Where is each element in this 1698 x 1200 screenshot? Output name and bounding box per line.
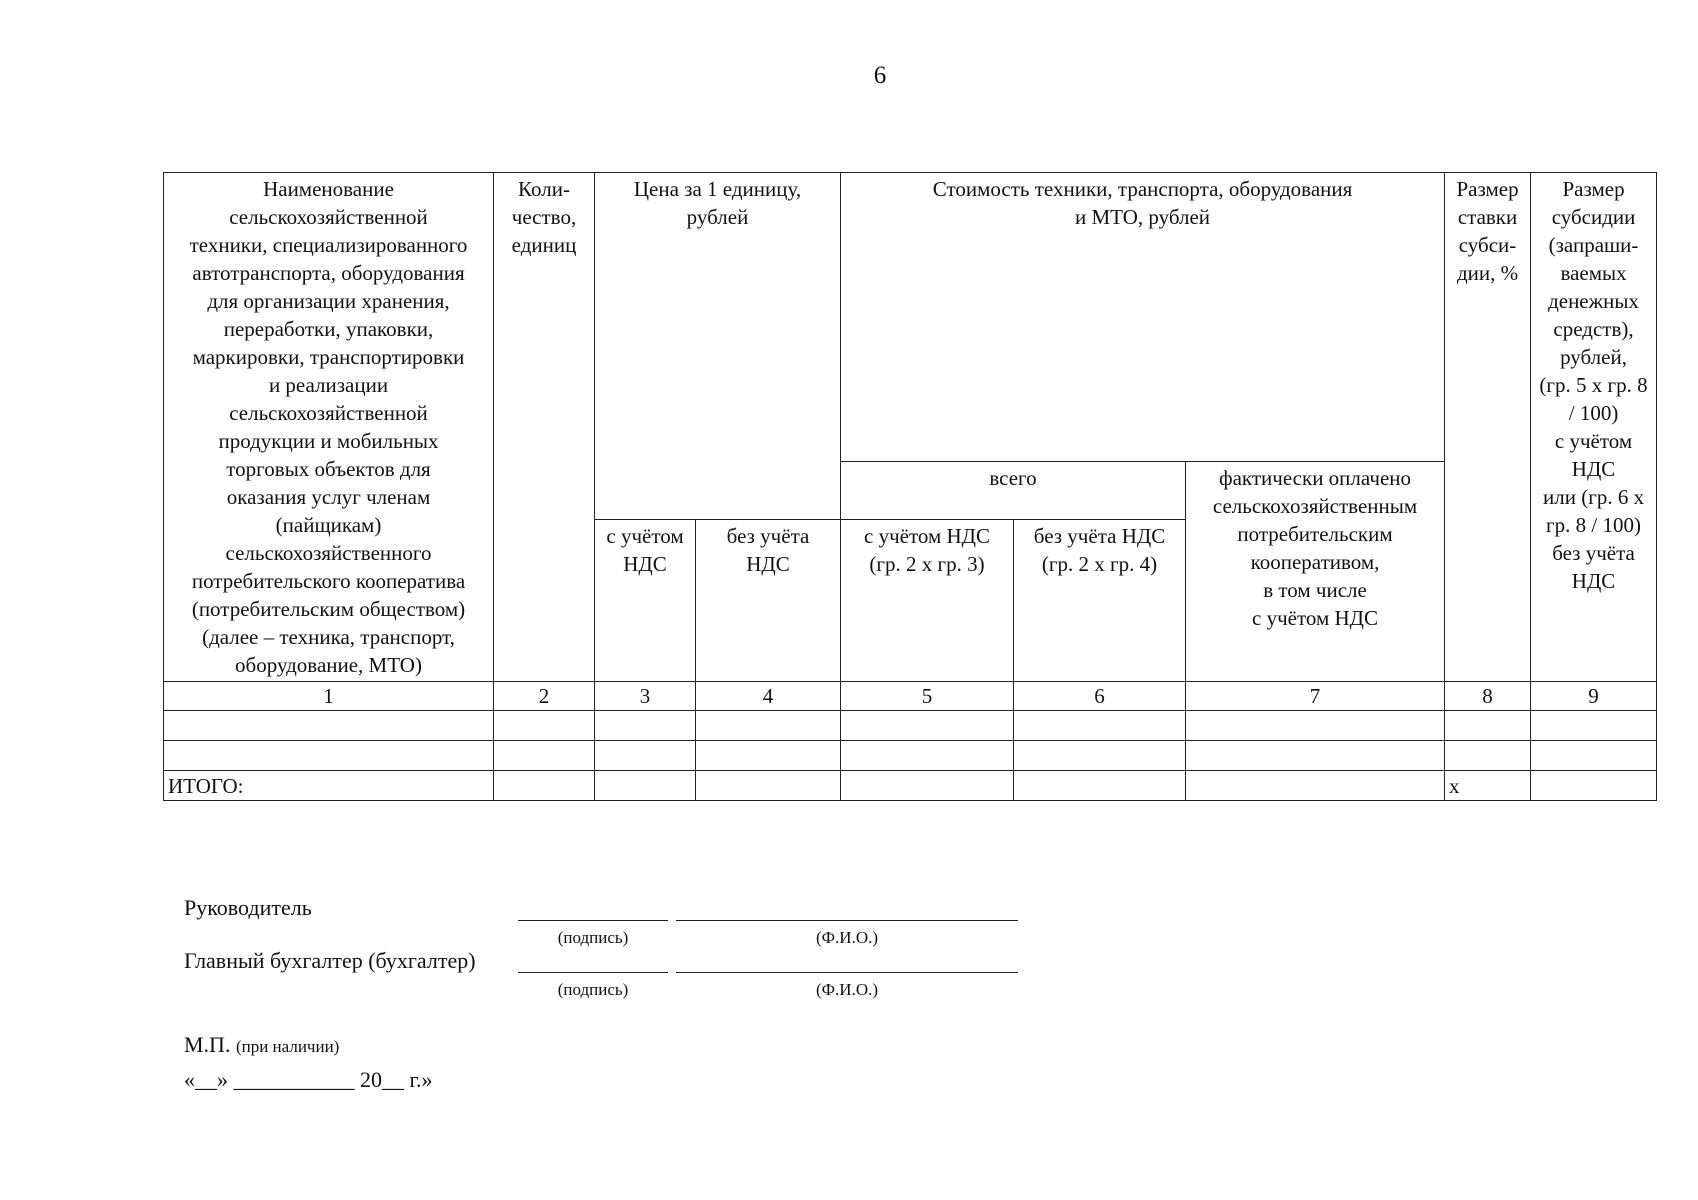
- table-cell[interactable]: [1186, 741, 1445, 771]
- table-cell[interactable]: [1186, 711, 1445, 741]
- table-cell[interactable]: [841, 711, 1014, 741]
- total-rate-mark: х: [1445, 771, 1531, 801]
- table-cell[interactable]: [595, 771, 696, 801]
- table-row: [164, 741, 1657, 771]
- column-number: 7: [1186, 682, 1445, 711]
- column-number: 9: [1531, 682, 1657, 711]
- header-cost-with-vat: с учётом НДС (гр. 2 х гр. 3): [841, 520, 1014, 682]
- table-cell[interactable]: [696, 741, 841, 771]
- total-row: [164, 771, 1657, 801]
- header-actually-paid: фактически оплачено сельскохозяйственным потребительским кооперативом, в том числе с учётом НДС: [1186, 462, 1445, 682]
- table-cell[interactable]: [1014, 711, 1186, 741]
- date-line: [184, 1067, 433, 1093]
- accountant-label: Главный бухгалтер (бухгалтер): [184, 948, 476, 973]
- head-name-line[interactable]: [676, 920, 1018, 921]
- header-total-subgroup: всего: [841, 462, 1186, 520]
- table-cell[interactable]: [1445, 741, 1531, 771]
- accountant-signature-line[interactable]: [518, 972, 668, 973]
- column-number: 2: [494, 682, 595, 711]
- stamp-line: [184, 1032, 339, 1058]
- accountant-name-caption: (Ф.И.О.): [815, 980, 879, 999]
- column-number: 1: [164, 682, 494, 711]
- table-cell[interactable]: [1531, 741, 1657, 771]
- header-subsidy-amount: Размер субсидии (запраши- ваемых денежных средств), рублей, (гр. 5 х гр. 8 / 100) с учётом НДС или (гр. 6 х гр. 8 / 100) без учёта НДС: [1531, 173, 1657, 682]
- column-number: 6: [1014, 682, 1186, 711]
- table-row: [164, 711, 1657, 741]
- header-cost-without-vat: без учёта НДС (гр. 2 х гр. 4): [1014, 520, 1186, 682]
- stamp-note: (при наличии): [235, 1037, 340, 1056]
- table-cell[interactable]: [696, 771, 841, 801]
- column-number: 8: [1445, 682, 1531, 711]
- head-signature-caption: (подпись): [557, 928, 629, 947]
- header-price-with-vat: с учётом НДС: [595, 520, 696, 682]
- stamp-label: М.П.: [184, 1032, 231, 1057]
- table-cell[interactable]: [841, 741, 1014, 771]
- table-cell[interactable]: [494, 711, 595, 741]
- column-number: 3: [595, 682, 696, 711]
- table-cell[interactable]: [1186, 771, 1445, 801]
- table-cell[interactable]: [595, 711, 696, 741]
- head-name-caption: (Ф.И.О.): [815, 928, 879, 947]
- subsidy-table: [163, 172, 1657, 801]
- head-signature-line[interactable]: [518, 920, 668, 921]
- table-cell[interactable]: [696, 711, 841, 741]
- date-year[interactable]: 20__: [360, 1067, 404, 1092]
- column-number-row: [164, 682, 1657, 711]
- column-number: 5: [841, 682, 1014, 711]
- table-cell[interactable]: [1531, 711, 1657, 741]
- table-cell[interactable]: [1014, 741, 1186, 771]
- table-cell[interactable]: [595, 741, 696, 771]
- accountant-signature-caption: (подпись): [557, 980, 629, 999]
- header-name: Наименование сельскохозяйственной техники, специализированного автотранспорта, оборудования для организации хранения, переработки, упаковки, маркировки, транспортировки и реализации сельскохозяйственной продукции и мобильных торговых объектов для оказания услуг членам (пайщикам) сельскохозяйственного потребительского кооператива (потребительским обществом) (далее – техника, транспорт, оборудование, МТО): [164, 173, 494, 682]
- header-price-without-vat: без учёта НДС: [696, 520, 841, 682]
- column-number: 4: [696, 682, 841, 711]
- page-number: 6: [873, 62, 887, 89]
- header-subsidy-rate: Размер ставки субси- дии, %: [1445, 173, 1531, 682]
- table-cell[interactable]: [1445, 711, 1531, 741]
- table-cell[interactable]: [841, 771, 1014, 801]
- total-label: ИТОГО:: [164, 771, 494, 801]
- header-quantity: Коли- чество, единиц: [494, 173, 595, 682]
- header-price-group: Цена за 1 единицу, рублей: [595, 173, 841, 520]
- table-cell[interactable]: [494, 771, 595, 801]
- table-cell[interactable]: [1014, 771, 1186, 801]
- table-cell[interactable]: [164, 741, 494, 771]
- date-suffix: г.»: [409, 1067, 433, 1092]
- accountant-name-line[interactable]: [676, 972, 1018, 973]
- date-month[interactable]: ___________: [233, 1067, 355, 1092]
- head-label: Руководитель: [184, 895, 312, 920]
- date-day[interactable]: «__»: [184, 1067, 228, 1092]
- table-cell[interactable]: [164, 711, 494, 741]
- table-cell[interactable]: [1531, 771, 1657, 801]
- header-cost-group: Стоимость техники, транспорта, оборудования и МТО, рублей: [841, 173, 1445, 462]
- table-cell[interactable]: [494, 741, 595, 771]
